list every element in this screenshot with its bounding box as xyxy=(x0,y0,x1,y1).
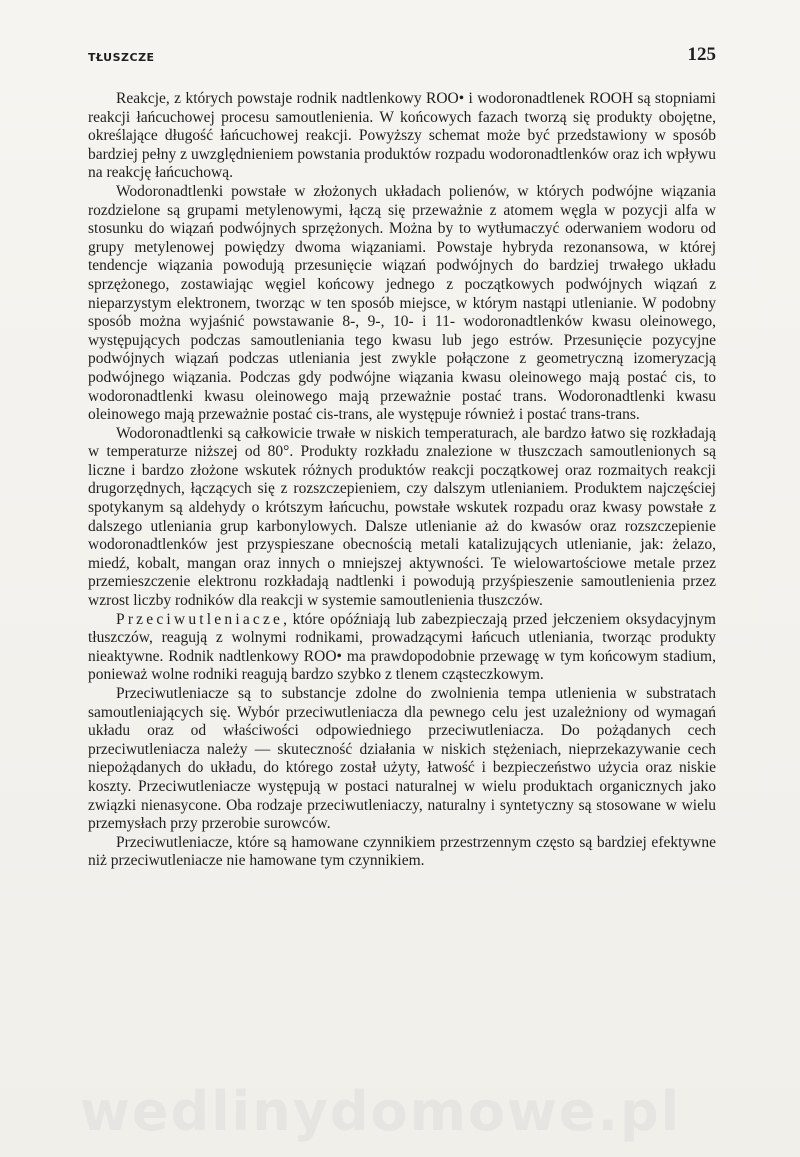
paragraph-2: Wodoronadtlenki powstałe w złożonych układach polienów, w których podwójne wiązania rozdzielone są grupami metylenowymi, łączą się przeważnie z atomem węgla w pozycji alfa w stosunku do wiązań podwójnych sprzężonych. Można by to wytłumaczyć oderwaniem wodoru od grupy metylenowej powiędzy dwoma wiązaniami. Powstaje hybryda rezonansowa, w której tendencje wiązania powodują przesunięcie wiązań podwójnych do bardziej trwałego układu sprzężonego, zostawiając węgiel końcowy jednego z początkowych podwójnych wiązań z nieparzystym elektronem, tworząc w ten sposób miejsce, w którym nastąpi utlenianie. W podobny sposób można wyjaśnić powstawanie 8-, 9-, 10- i 11- wodoronadtlenków kwasu oleinowego, występujących podczas samoutleniania tego kwasu lub jego estrów. Przesunięcie pozycyjne podwójnych wiązań podczas utleniania jest zwykle połączone z geometryczną izomeryzacją podwójnego wiązania. Podczas gdy podwójne wiązania kwasu oleinowego mają postać cis, to wodoronadtlenki kwasu oleinowego mają przeważnie postać trans. Wodoronadtlenki kwasu oleinowego mają przeważnie postać cis-trans, ale występuje również i postać trans-trans. xyxy=(88,182,716,424)
paragraph-1: Reakcje, z których powstaje rodnik nadtlenkowy ROO• i wodoronadtlenek ROOH są stopniami reakcji łańcuchowej procesu samoutlenienia. W końcowych fazach tworzą się produkty obojętne, określające długość łańcuchowej reakcji. Powyższy schemat może być przedstawiony w sposób bardziej pełny z uwzględnieniem powstania produktów rozpadu wodoronadtlenków oraz ich wpływu na reakcję łańcuchową. xyxy=(88,90,716,182)
page-header xyxy=(88,44,716,68)
paragraph-5: Przeciwutleniacze są to substancje zdolne do zwolnienia tempa utlenienia w substratach samoutleniających się. Wybór przeciwutleniacza dla pewnego celu jest uzależniony od wymagań układu oraz od właściwości odpowiedniego przeciwutleniacza. Do pożądanych cech przeciwutleniacza należy — skuteczność działania w niskich stężeniach, nieprzekazywanie cech niepożądanych do układu, do którego został użyty, łatwość i bezpieczeństwo użycia oraz niskie koszty. Przeciwutleniacze występują w postaci naturalnej w wielu produktach organicznych jako związki nienasycone. Oba rodzaje przeciwutleniaczy, naturalny i syntetyczny są stosowane w wielu przemysłach przy przerobie surowców. xyxy=(88,685,716,833)
body-text xyxy=(88,90,716,871)
page-number: 125 xyxy=(687,44,716,65)
paragraph-3: Wodoronadtlenki są całkowicie trwałe w niskich temperaturach, ale bardzo łatwo się rozkładają w temperaturze niższej od 80°. Produkty rozkładu znalezione w tłuszczach samoutlenionych są liczne i bardzo złożone wskutek różnych produktów reakcji początkowej oraz rozmaitych reakcji drugorzędnych, łączących się z rozszczepieniem, czy dalszym utlenianiem. Produktem najczęściej spotykanym są aldehydy o krótszym łańcuchu, powstałe wskutek rozpadu oraz kwasy powstałe z dalszego utleniania grup karbonylowych. Dalsze utlenianie aż do kwasów oraz rozszczepienie wodoronadtlenków jest przyspieszane obecnością metali katalizujących utlenianie, jak: żelazo, miedź, kobalt, mangan oraz innych o mniejszej aktywności. Te wielowartościowe metale przez przemieszczenie elektronu rozkładają nadtlenki i powodują przyśpieszenie samoutlenienia przez wzrost liczby rodników dla reakcji w systemie samoutlenienia tłuszczów. xyxy=(88,424,716,610)
paragraph-6: Przeciwutleniacze, które są hamowane czynnikiem przestrzennym często są bardziej efektywne niż przeciwutleniacze nie hamowane tym czynnikiem. xyxy=(88,833,716,870)
paragraph-4 xyxy=(88,611,716,685)
paragraph-4-text: , które opóźniają lub zabezpieczają przed jełczeniem oksydacyjnym tłuszczów, reagują z wolnymi rodnikami, prowadzącymi łańcuch utleniania, tworząc produkty nieaktywne. Rodnik nadtlenkowy ROO• ma prawdopodobnie przewagę w tym końcowym stadium, ponieważ wolne rodniki reagują bardzo szybko z tlenem cząsteczkowym. xyxy=(88,610,716,684)
running-head: TŁUSZCZE xyxy=(88,51,155,64)
term-przeciwutleniacze: Przeciwutleniacze xyxy=(116,610,284,628)
watermark: wedlinydomowe.pl xyxy=(80,1080,682,1143)
